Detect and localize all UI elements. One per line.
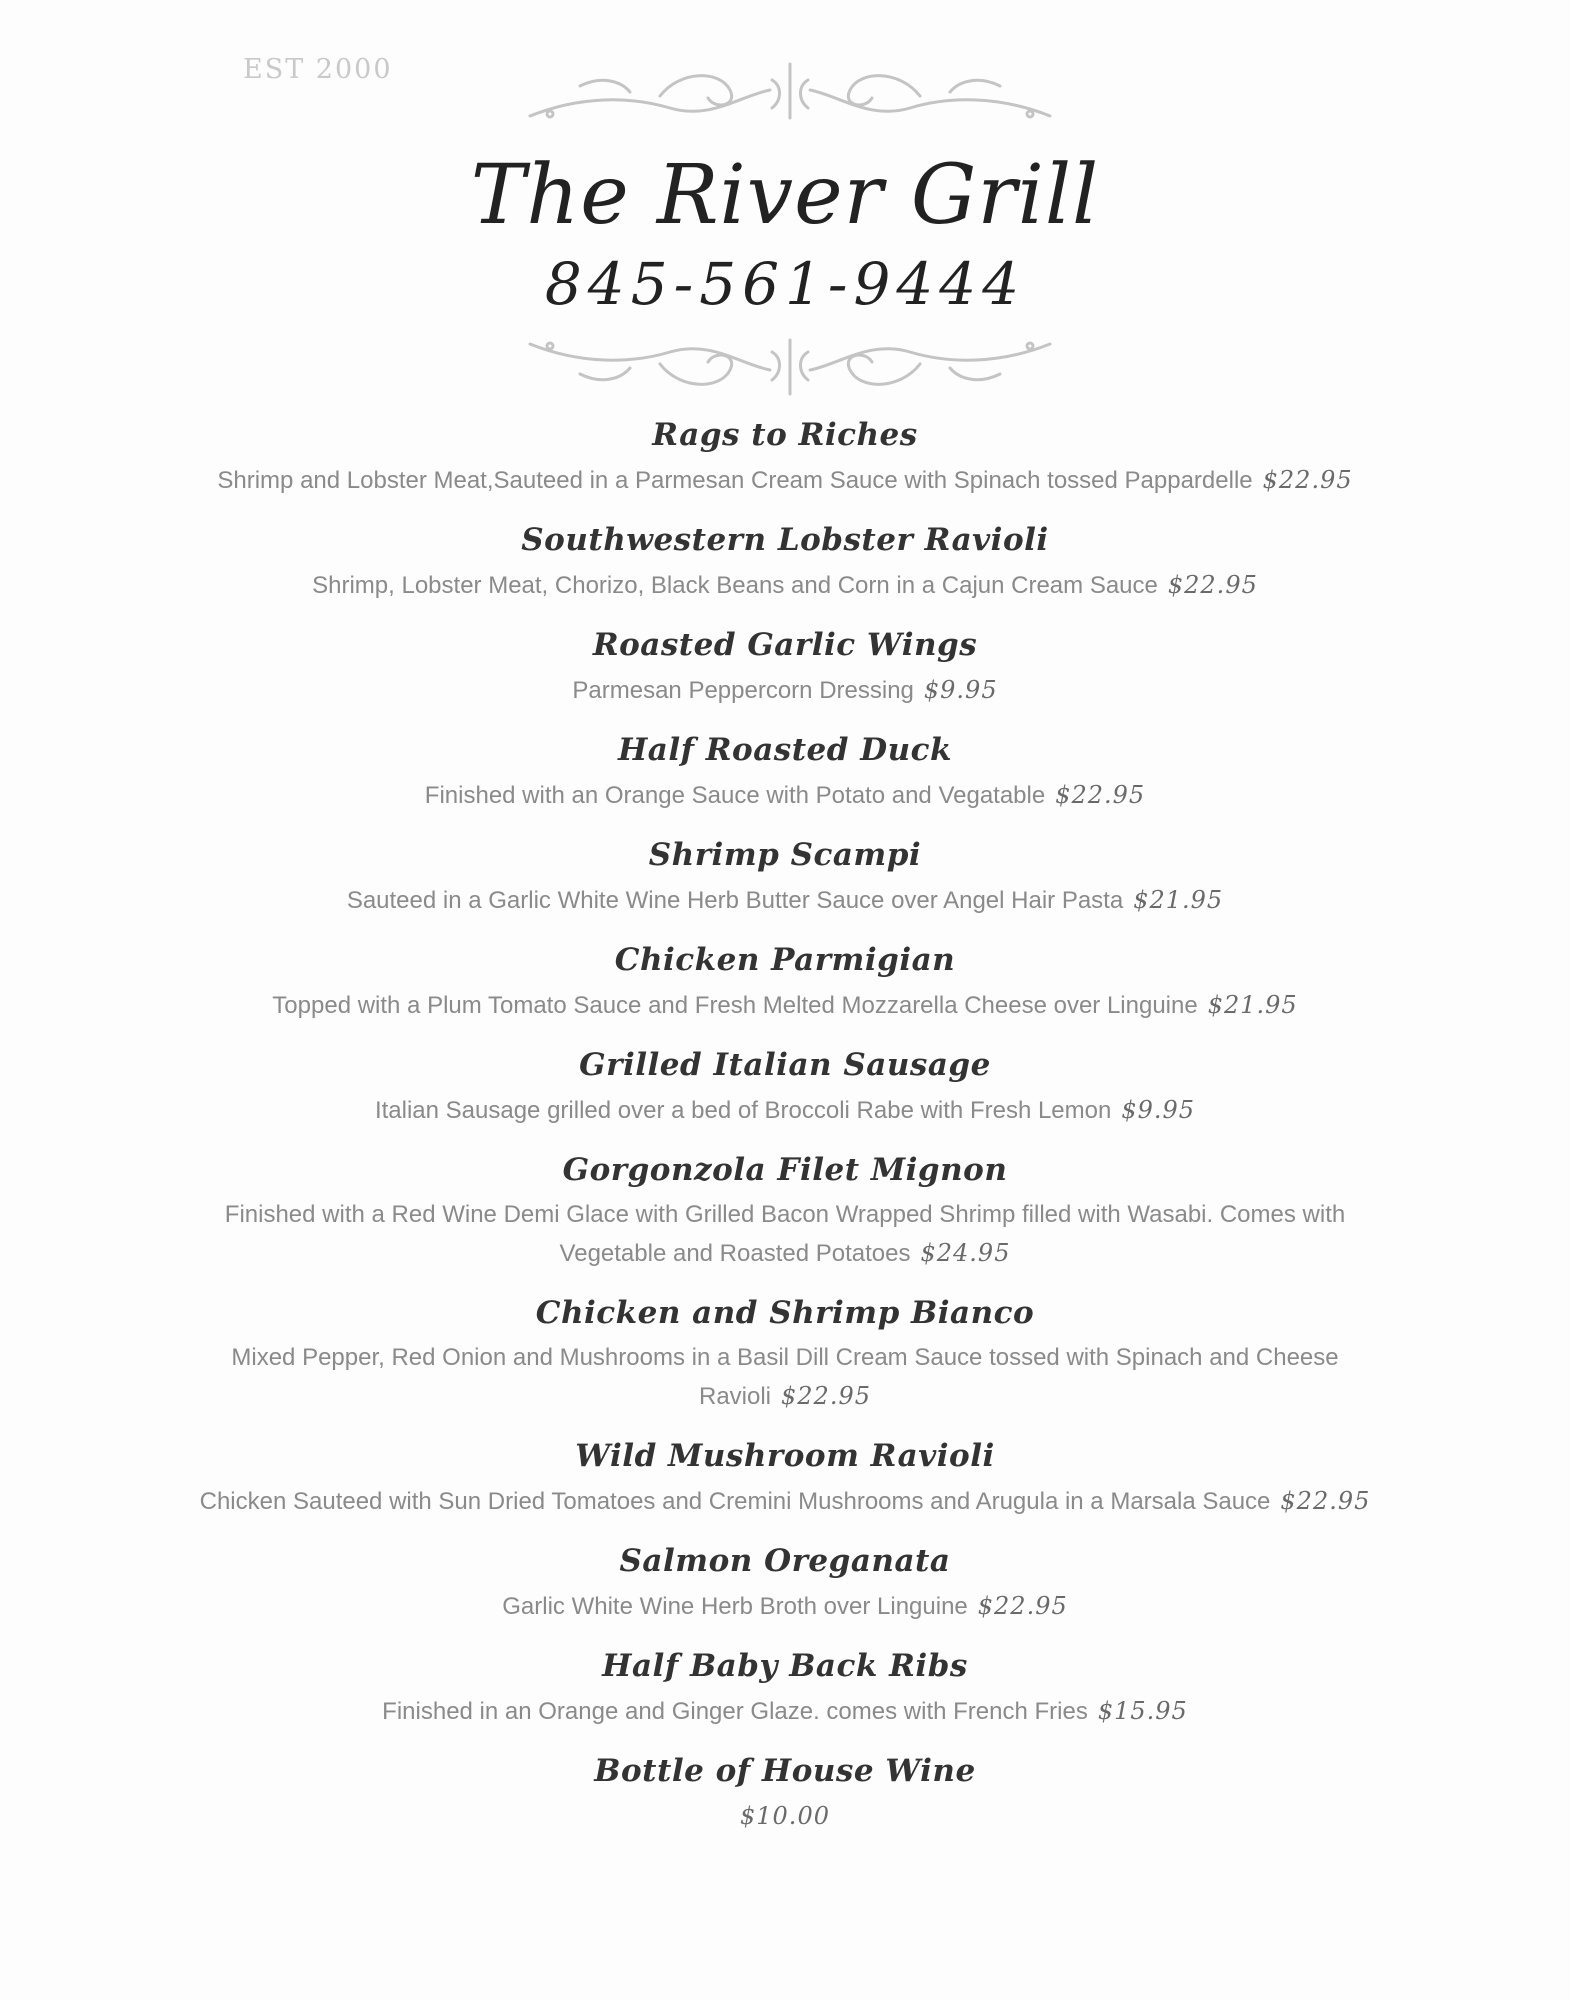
item-price: $22.95	[1167, 571, 1258, 599]
item-description	[150, 1339, 1420, 1416]
item-price: $22.95	[781, 1382, 871, 1410]
item-description	[150, 1797, 1420, 1836]
item-description	[150, 776, 1420, 815]
bottom-flourish-ornament	[520, 330, 1060, 402]
item-price: $9.95	[923, 676, 998, 704]
item-description	[150, 1482, 1420, 1521]
item-price: $22.95	[1280, 1487, 1371, 1515]
item-price: $24.95	[920, 1239, 1011, 1267]
item-desc-text: Parmesan Peppercorn Dressing	[572, 677, 914, 704]
menu-item-southwestern-lobster-ravioli	[150, 520, 1420, 605]
menu-item-half-baby-back-ribs	[150, 1646, 1420, 1731]
item-desc-text: Finished with a Red Wine Demi Glace with Grilled Bacon Wrapped Shrimp filled with Wasabi. Comes with Vegetable and Roasted Potatoes	[224, 1201, 1346, 1267]
menu-item-rags-to-riches	[150, 415, 1420, 500]
item-name: Chicken Parmigian	[614, 942, 956, 978]
menu-item-chicken-and-shrimp-bianco	[150, 1293, 1420, 1416]
item-name: Salmon Oreganata	[619, 1543, 951, 1579]
menu-item-shrimp-scampi	[150, 835, 1420, 920]
item-description	[150, 566, 1420, 605]
menu-item-grilled-italian-sausage	[150, 1045, 1420, 1130]
item-name: Rags to Riches	[652, 417, 918, 453]
item-name: Roasted Garlic Wings	[592, 627, 978, 663]
item-description	[150, 1692, 1420, 1731]
menu-item-bottle-of-house-wine	[150, 1751, 1420, 1836]
item-desc-text: Italian Sausage grilled over a bed of Broccoli Rabe with Fresh Lemon	[374, 1097, 1112, 1124]
item-price: $21.95	[1207, 991, 1298, 1019]
top-flourish-ornament	[520, 56, 1060, 128]
item-desc-text: Finished in an Orange and Ginger Glaze. comes with French Fries	[382, 1698, 1088, 1725]
menu-item-half-roasted-duck	[150, 730, 1420, 815]
menu-item-salmon-oreganata	[150, 1541, 1420, 1626]
item-name: Half Roasted Duck	[617, 732, 953, 768]
item-desc-text: Mixed Pepper, Red Onion and Mushrooms in a Basil Dill Cream Sauce tossed with Spinach and Cheese Ravioli	[231, 1344, 1339, 1410]
established-label: EST 2000	[243, 54, 393, 85]
item-price: $22.95	[1055, 781, 1146, 809]
item-name: Gorgonzola Filet Mignon	[562, 1152, 1008, 1188]
item-desc-text: Shrimp and Lobster Meat,Sauteed in a Parmesan Cream Sauce with Spinach tossed Pappardelle	[217, 467, 1253, 494]
item-name: Bottle of House Wine	[594, 1753, 976, 1789]
menu-list	[150, 415, 1420, 1856]
item-desc-text: Chicken Sauteed with Sun Dried Tomatoes and Cremini Mushrooms and Arugula in a Marsala Sauce	[199, 1488, 1271, 1515]
item-name: Wild Mushroom Ravioli	[575, 1438, 995, 1474]
item-price: $15.95	[1097, 1697, 1188, 1725]
item-description	[150, 1091, 1420, 1130]
item-desc-text: Sauteed in a Garlic White Wine Herb Butter Sauce over Angel Hair Pasta	[346, 887, 1124, 914]
item-description	[150, 671, 1420, 710]
item-name: Shrimp Scampi	[648, 837, 922, 873]
item-description	[150, 461, 1420, 500]
restaurant-title: The River Grill	[470, 148, 1100, 243]
item-price: $9.95	[1121, 1096, 1196, 1124]
item-price: $10.00	[740, 1802, 830, 1830]
item-name: Chicken and Shrimp Bianco	[535, 1295, 1035, 1331]
item-price: $22.95	[1262, 466, 1353, 494]
phone-number: 845-561-9444	[544, 250, 1026, 318]
item-desc-text: Finished with an Orange Sauce with Potato and Vegatable	[424, 782, 1046, 809]
item-desc-text: Garlic White Wine Herb Broth over Linguine	[502, 1593, 968, 1620]
item-description	[150, 1196, 1420, 1273]
menu-item-chicken-parmigian	[150, 940, 1420, 1025]
item-desc-text: Topped with a Plum Tomato Sauce and Fresh Melted Mozzarella Cheese over Linguine	[272, 992, 1198, 1019]
item-name: Grilled Italian Sausage	[579, 1047, 991, 1083]
item-name: Half Baby Back Ribs	[602, 1648, 968, 1684]
item-name: Southwestern Lobster Ravioli	[521, 522, 1049, 558]
item-price: $21.95	[1133, 886, 1224, 914]
menu-item-roasted-garlic-wings	[150, 625, 1420, 710]
item-desc-text: Shrimp, Lobster Meat, Chorizo, Black Beans and Corn in a Cajun Cream Sauce	[312, 572, 1158, 599]
item-description	[150, 881, 1420, 920]
menu-item-wild-mushroom-ravioli	[150, 1436, 1420, 1521]
item-description	[150, 1587, 1420, 1626]
item-description	[150, 986, 1420, 1025]
menu-item-gorgonzola-filet-mignon	[150, 1150, 1420, 1273]
item-price: $22.95	[977, 1592, 1068, 1620]
